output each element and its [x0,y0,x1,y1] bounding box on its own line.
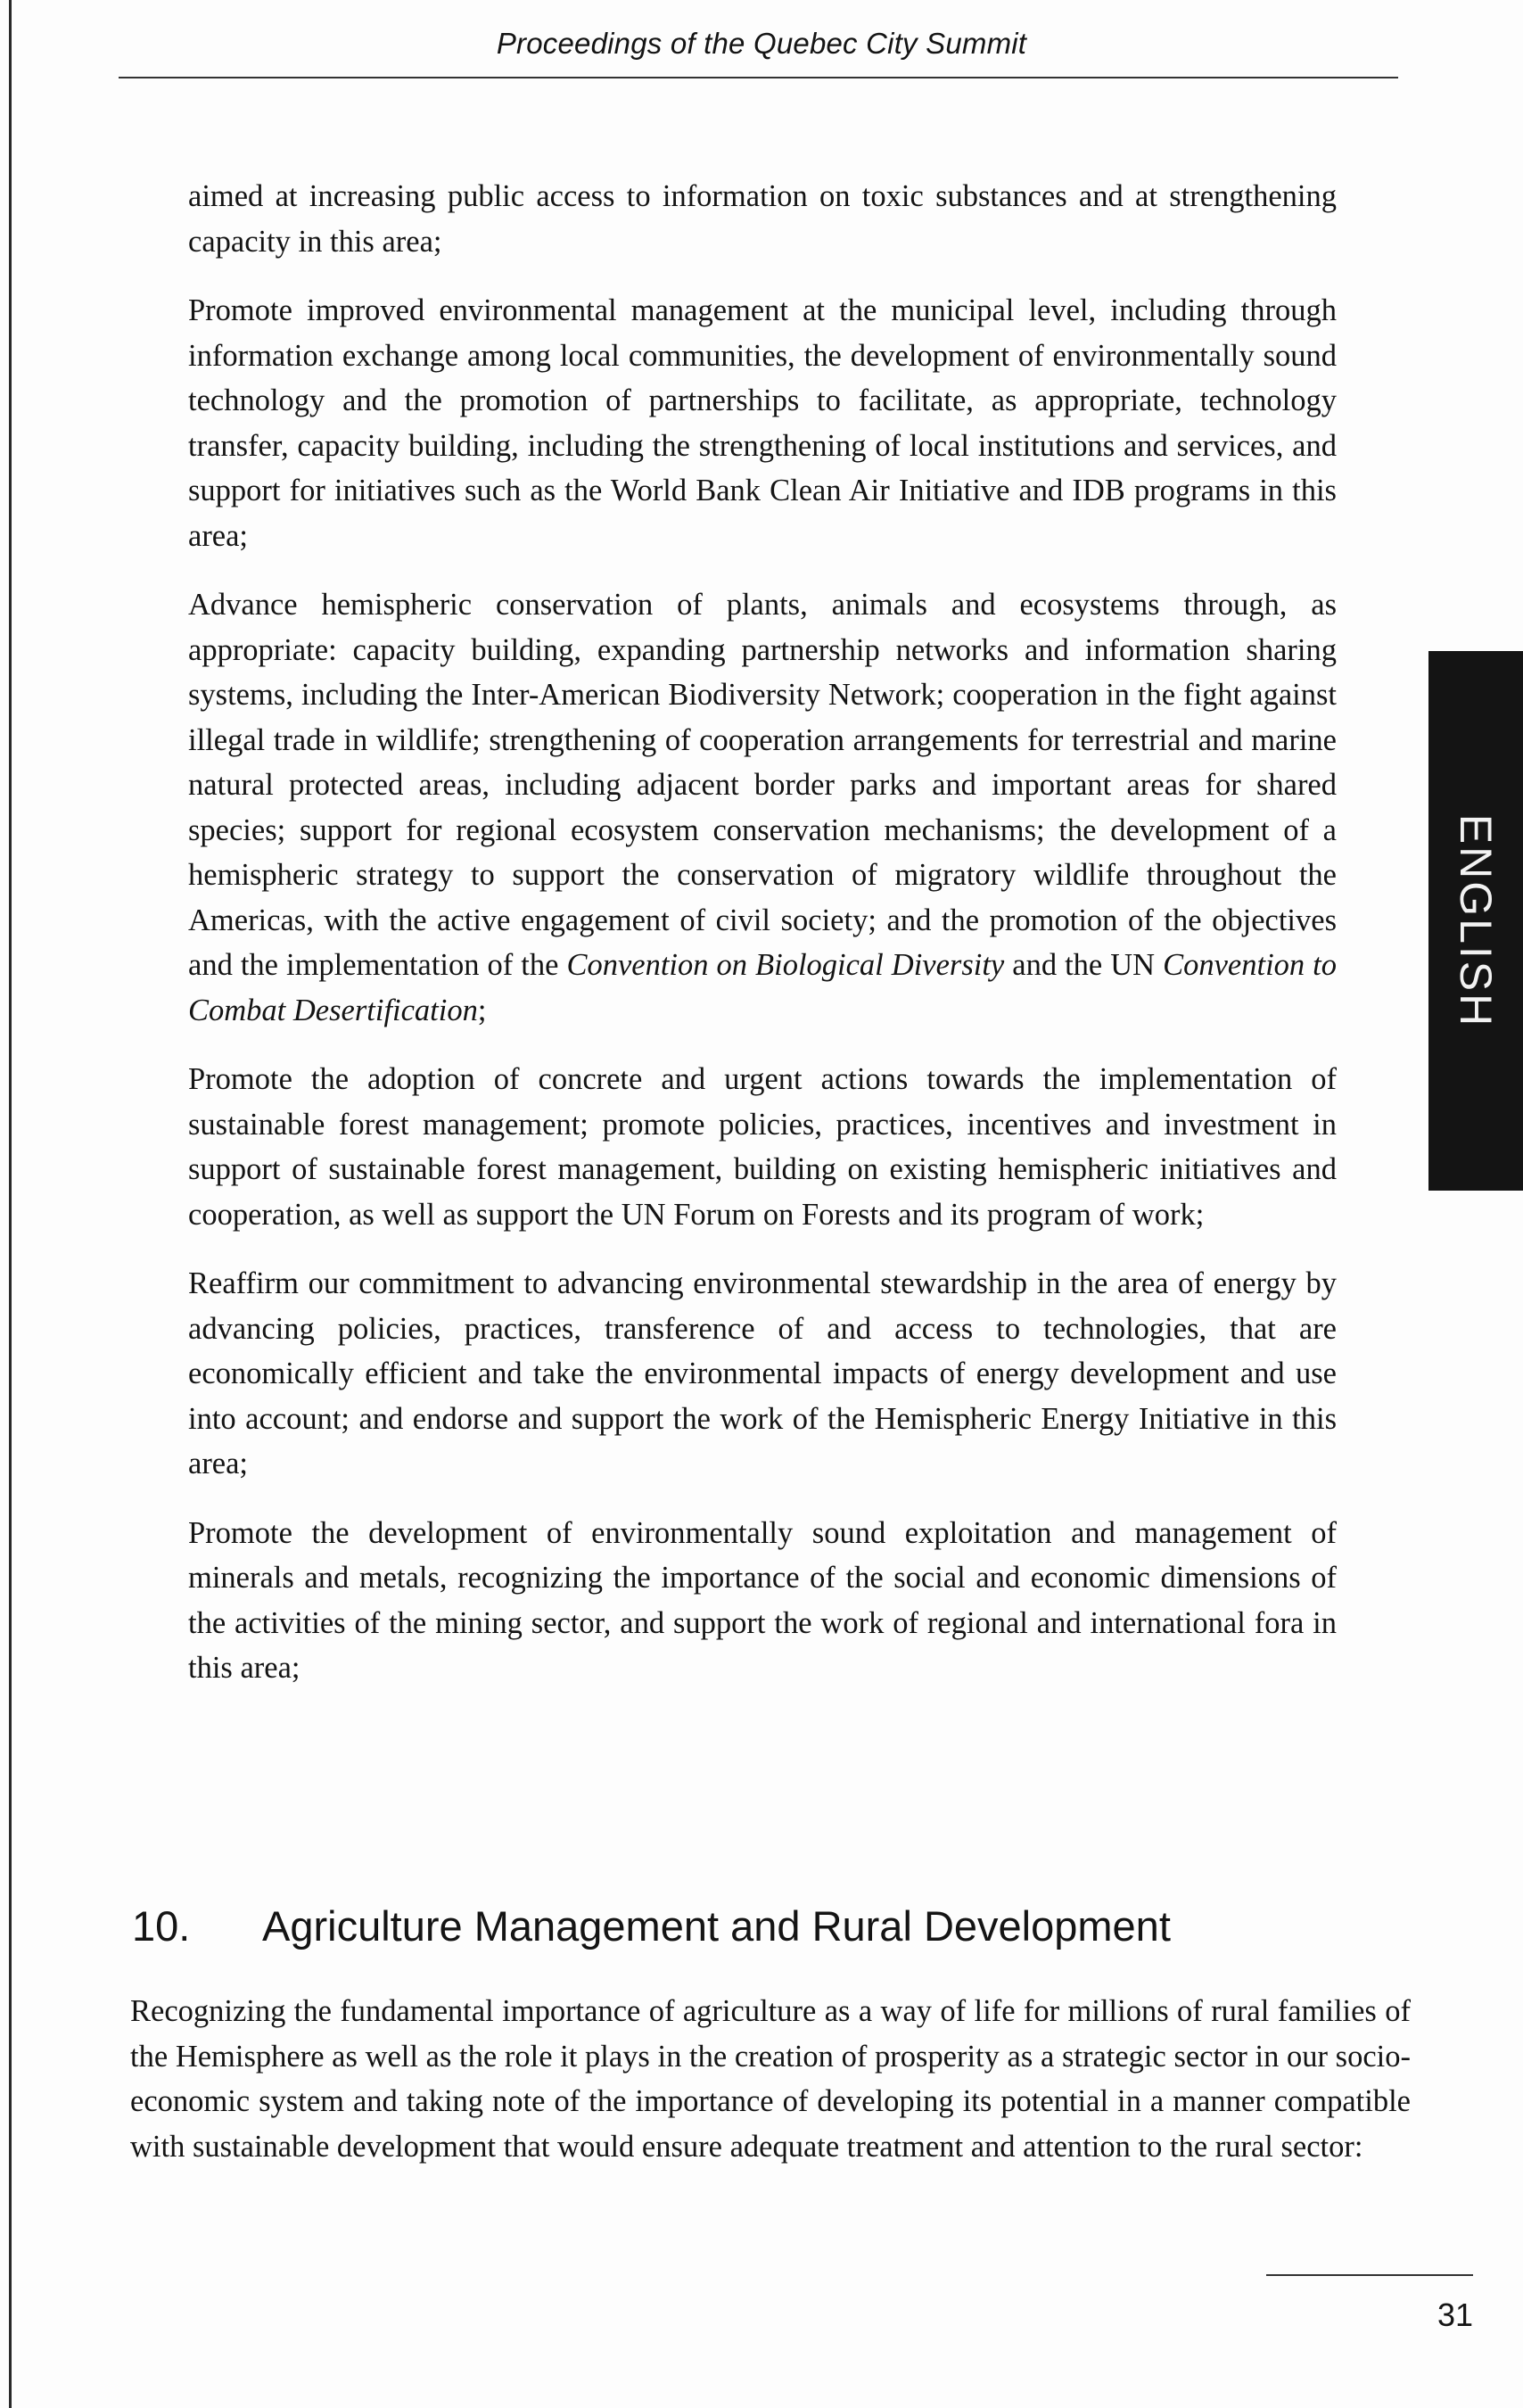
paragraph [188,582,1337,1033]
paragraph-text: ; [477,993,487,1027]
paragraph: aimed at increasing public access to information on toxic substances and at strengthening capacity in this area; [188,179,1337,259]
section-heading [132,1900,1171,1953]
convention-title: Convention to Combat Desertification [188,948,1337,1027]
language-tab-label: ENGLISH [1451,813,1501,1028]
footer-rule [1266,2274,1473,2276]
paragraph-text: Advance hemispheric conservation of plants, animals and ecosystems through, as appropriate: capacity building, expanding partnership networks and information sharing systems, including the Inter-American Biodiversity Network; cooperation in the fight against illegal trade in wildlife; strengthening of cooperation arrangements for terrestrial and marine natural protected areas, including adjacent border parks and important areas for shared species; support for regional ecosystem conservation mechanisms; the development of a hemispheric strategy to support the conservation of migratory wildlife throughout the Americas, with the active engagement of civil society; and the promotion of the objectives and the implementation of the [188,588,1337,982]
paragraph: Promote improved environmental management at the municipal level, including through information exchange among local communities, the development of environmentally sound technology and the promotion of partnerships to facilitate, as appropriate, technology transfer, capacity building, including the strengthening of local institutions and services, and support for initiatives such as the World Bank Clean Air Initiative and IDB programs in this area; [188,293,1337,553]
paragraph: Promote the development of environmentally sound exploitation and management of minerals and metals, recognizing the importance of the social and economic dimensions of the activities of the mining sector, and support the work of regional and international fora in this area; [188,1515,1337,1685]
body-text [188,174,1337,1715]
running-head: Proceedings of the Quebec City Summit [496,27,1027,60]
language-tab [1428,651,1523,1191]
section-intro: Recognizing the fundamental importance of agriculture as a way of life for millions of rural families of the Hemisphere as well as the role it plays in the creation of prosperity as a strategic sector in our socio-economic system and taking note of the importance of developing its potential in a manner compatible with sustainable development that would ensure adequate treatment and attention to the rural sector: [130,1994,1411,2164]
section-title: Agriculture Management and Rural Development [262,1902,1171,1950]
paragraph: Promote the adoption of concrete and urgent actions towards the implementation of sustainable forest management; promote policies, practices, incentives and investment in support of sustainable forest management, building on existing hemispheric initiatives and cooperation, as well as support the UN Forum on Forests and its program of work; [188,1062,1337,1232]
paragraph: Reaffirm our commitment to advancing environmental stewardship in the area of energy by advancing policies, practices, transference of and access to technologies, that are economically efficient and take the environmental impacts of energy development and use into account; and endorse and support the work of the Hemispheric Energy Initiative in this area; [188,1266,1337,1480]
paragraph-text: and the UN [1004,948,1164,982]
page-number: 31 [1437,2297,1473,2333]
convention-title: Convention on Biological Diversity [566,948,1005,982]
header-rule [119,77,1398,78]
section-number: 10. [132,1902,191,1950]
left-margin-rule [9,0,12,2408]
